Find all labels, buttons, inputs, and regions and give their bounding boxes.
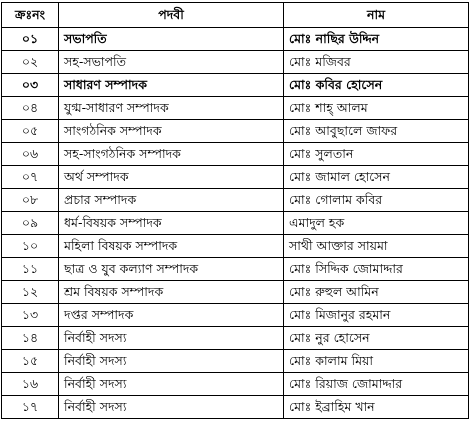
cell-serial: ০৭ xyxy=(2,166,59,189)
header-serial: ক্রঃনং xyxy=(2,3,59,28)
table-row xyxy=(2,304,469,327)
cell-post: সাধারণ সম্পাদক xyxy=(59,74,284,97)
cell-name: মোঃ জামাল হোসেন xyxy=(284,166,469,189)
cell-name: মোঃ কবির হোসেন xyxy=(284,74,469,97)
table-row xyxy=(2,258,469,281)
table-header-row xyxy=(2,3,469,28)
header-name: নাম xyxy=(284,3,469,28)
cell-name: মোঃ শাহ্ আলম xyxy=(284,97,469,120)
cell-post: নির্বাহী সদস্য xyxy=(59,396,284,419)
cell-serial: ০৯ xyxy=(2,212,59,235)
cell-serial: ১৭ xyxy=(2,396,59,419)
cell-post: মহিলা বিষয়ক সম্পাদক xyxy=(59,235,284,258)
cell-post: নির্বাহী সদস্য xyxy=(59,327,284,350)
cell-serial: ১২ xyxy=(2,281,59,304)
table-row xyxy=(2,396,469,419)
table-row xyxy=(2,235,469,258)
cell-serial: ০৬ xyxy=(2,143,59,166)
cell-serial: ০২ xyxy=(2,51,59,74)
cell-post: নির্বাহী সদস্য xyxy=(59,373,284,396)
cell-name: মোঃ সুলতান xyxy=(284,143,469,166)
table-row xyxy=(2,281,469,304)
cell-name: মোঃ নাছির উদ্দিন xyxy=(284,28,469,51)
cell-serial: ১০ xyxy=(2,235,59,258)
cell-name: মোঃ ইব্রাহিম খান xyxy=(284,396,469,419)
cell-name: এমাদুল হক xyxy=(284,212,469,235)
table-row xyxy=(2,51,469,74)
cell-post: সহ-সাংগঠনিক সম্পাদক xyxy=(59,143,284,166)
cell-post: অর্থ সম্পাদক xyxy=(59,166,284,189)
committee-table xyxy=(1,2,469,419)
table-row xyxy=(2,189,469,212)
cell-serial: ০৪ xyxy=(2,97,59,120)
cell-serial: ১৬ xyxy=(2,373,59,396)
cell-post: নির্বাহী সদস্য xyxy=(59,350,284,373)
cell-name: মোঃ কালাম মিয়া xyxy=(284,350,469,373)
cell-post: সহ-সভাপতি xyxy=(59,51,284,74)
table-row xyxy=(2,120,469,143)
table-row xyxy=(2,74,469,97)
cell-post: যুগ্ম-সাধারণ সম্পাদক xyxy=(59,97,284,120)
cell-post: প্রচার সম্পাদক xyxy=(59,189,284,212)
cell-serial: ১৫ xyxy=(2,350,59,373)
cell-serial: ১৪ xyxy=(2,327,59,350)
cell-serial: ০৮ xyxy=(2,189,59,212)
table-row xyxy=(2,28,469,51)
cell-name: সাথী আক্তার সায়মা xyxy=(284,235,469,258)
header-post: পদবী xyxy=(59,3,284,28)
cell-serial: ১৩ xyxy=(2,304,59,327)
cell-post: সাংগঠনিক সম্পাদক xyxy=(59,120,284,143)
table-row xyxy=(2,143,469,166)
table-row xyxy=(2,327,469,350)
cell-name: মোঃ রুহুল আমিন xyxy=(284,281,469,304)
cell-serial: ০৩ xyxy=(2,74,59,97)
table-row xyxy=(2,373,469,396)
cell-name: মোঃ সিদ্দিক জোমাদ্দার xyxy=(284,258,469,281)
cell-name: মোঃ নুর হোসেন xyxy=(284,327,469,350)
table-body xyxy=(2,28,469,419)
cell-name: মোঃ রিয়াজ জোমাদ্দার xyxy=(284,373,469,396)
cell-post: ছাত্র ও যুব কল্যাণ সম্পাদক xyxy=(59,258,284,281)
cell-post: ধর্ম-বিষয়ক সম্পাদক xyxy=(59,212,284,235)
table-row xyxy=(2,97,469,120)
cell-post: সভাপতি xyxy=(59,28,284,51)
cell-name: মোঃ মজিবর xyxy=(284,51,469,74)
cell-name: মোঃ মিজানুর রহমান xyxy=(284,304,469,327)
cell-post: দপ্তর সম্পাদক xyxy=(59,304,284,327)
cell-post: শ্রম বিষয়ক সম্পাদক xyxy=(59,281,284,304)
table-row xyxy=(2,212,469,235)
cell-serial: ০১ xyxy=(2,28,59,51)
table-row xyxy=(2,350,469,373)
cell-serial: ০৫ xyxy=(2,120,59,143)
cell-name: মোঃ গোলাম কবির xyxy=(284,189,469,212)
table-row xyxy=(2,166,469,189)
cell-name: মোঃ আবুছালে জাফর xyxy=(284,120,469,143)
cell-serial: ১১ xyxy=(2,258,59,281)
